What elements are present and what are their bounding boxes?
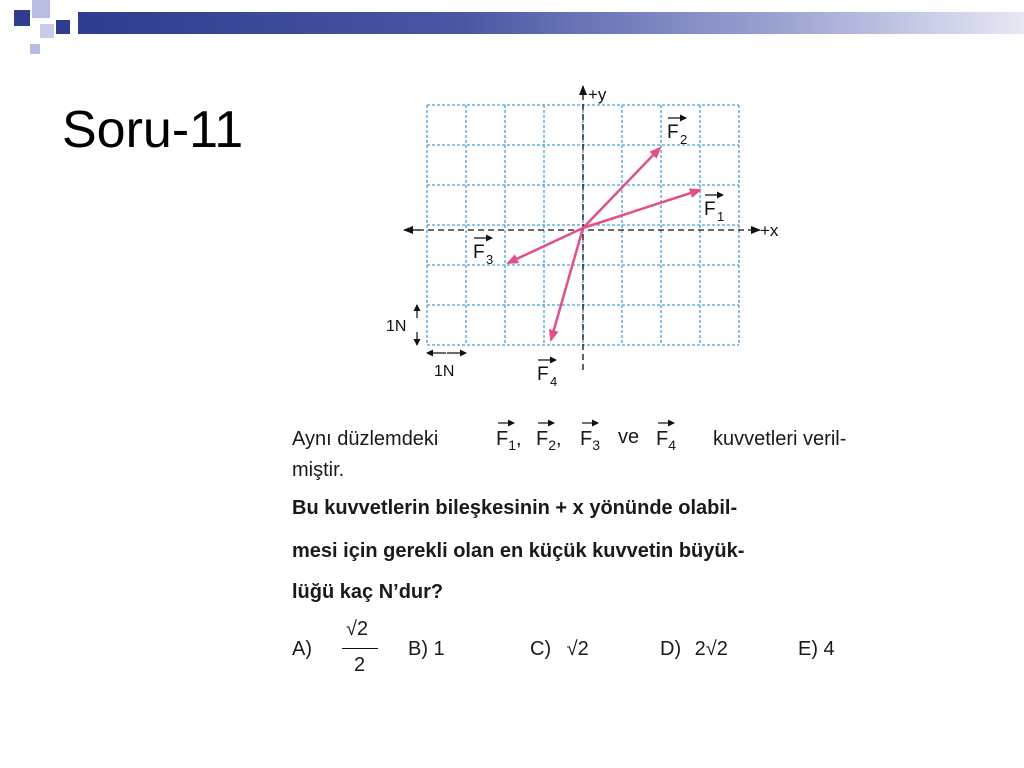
option-d[interactable]: D) 2√2 — [660, 638, 728, 660]
x-axis-label: +x — [760, 221, 779, 240]
svg-text:1N: 1N — [386, 318, 407, 335]
svg-text:1N: 1N — [434, 363, 455, 380]
svg-text:3: 3 — [486, 252, 494, 267]
option-c[interactable]: C) √2 — [530, 638, 589, 660]
label-f2 — [667, 118, 687, 147]
option-b[interactable]: B) 1 — [408, 638, 445, 660]
force-arrow-f4 — [551, 228, 583, 340]
question-intro-line2: miştir. — [292, 459, 345, 481]
option-a[interactable]: A) √2 2 — [292, 618, 392, 684]
question-bold-line3: lüğü kaç N’dur? — [292, 581, 444, 603]
svg-text:F: F — [537, 364, 549, 385]
question-bold-line1: Bu kuvvetlerin bileşkesinin + x yönünde olabil- — [292, 497, 738, 519]
decor-square-light-1 — [32, 0, 50, 18]
slide-title: Soru-11 — [62, 101, 244, 159]
y-axis-label: +y — [588, 85, 607, 104]
label-f1 — [704, 195, 724, 224]
decor-square-light-2 — [40, 24, 54, 38]
option-e[interactable]: E) 4 — [798, 638, 835, 660]
force-arrow-f3 — [508, 228, 583, 263]
question-intro-line1: Aynı düzlemdeki $F_1$, $F_2$, $F_3$ ve $F_4$ kuvvetleri veril- — [292, 418, 872, 458]
scale-vertical — [386, 305, 417, 345]
decor-square-light-3 — [30, 44, 40, 54]
svg-text:2: 2 — [680, 132, 688, 147]
force-diagram — [278, 80, 882, 420]
svg-text:1: 1 — [717, 209, 725, 224]
question-bold-line2: mesi için gerekli olan en küçük kuvvetin büyük- — [292, 540, 745, 562]
svg-text:4: 4 — [550, 374, 558, 389]
svg-text:F: F — [704, 199, 716, 220]
question-scan — [278, 80, 882, 680]
svg-text:F: F — [667, 122, 679, 143]
decor-top-bar — [78, 12, 1024, 34]
svg-text:F: F — [473, 242, 485, 263]
decor-square-navy-2 — [56, 20, 70, 34]
label-f3 — [473, 238, 493, 267]
fraction-bar — [342, 648, 378, 649]
decor-square-navy-1 — [14, 10, 30, 26]
scale-horizontal — [427, 353, 466, 380]
label-f4 — [537, 360, 557, 389]
